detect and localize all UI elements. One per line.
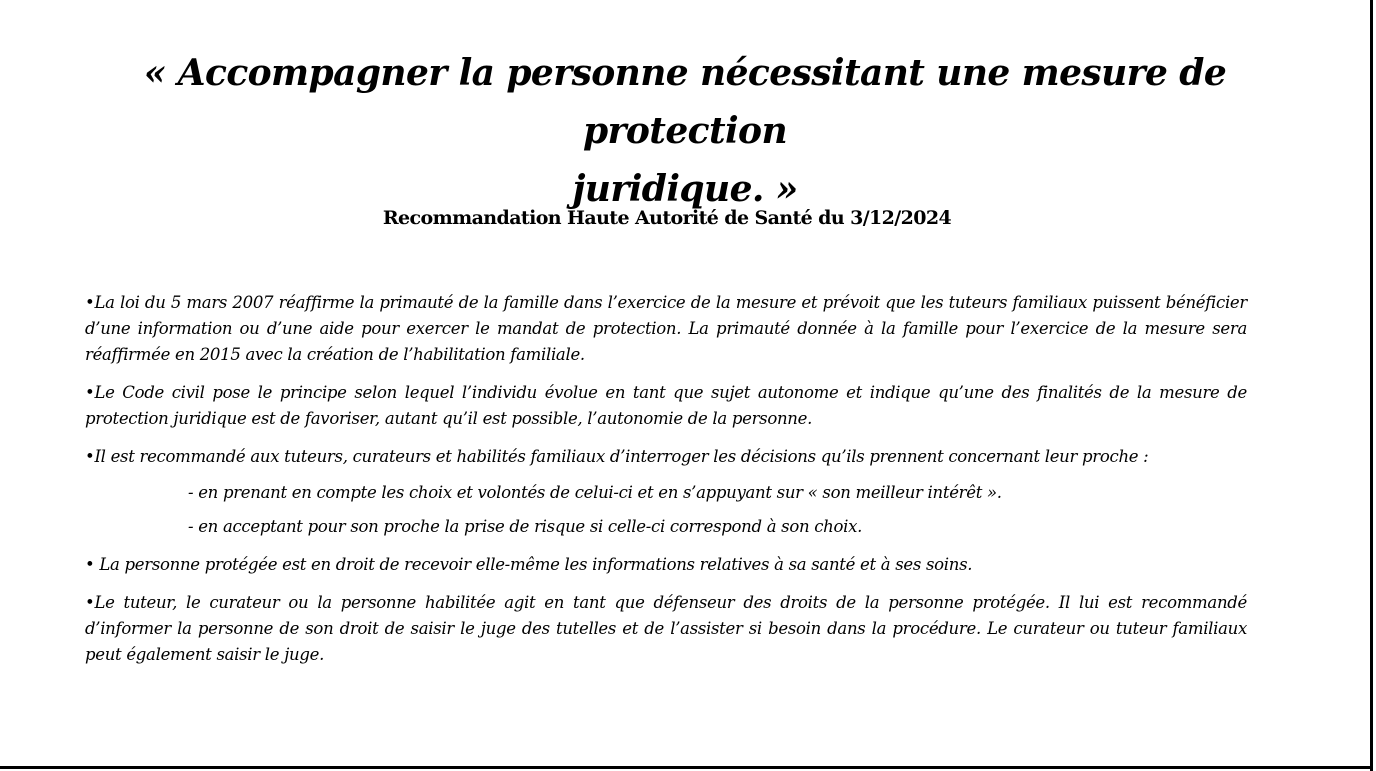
paragraph-loi-2007 [85, 290, 1247, 368]
paragraph-text: La personne protégée est en droit de recevoir elle-même les informations relatives à sa santé et à ses soins. [94, 555, 973, 574]
bullet-icon: • [85, 555, 95, 574]
bullet-icon: • [85, 383, 95, 402]
page-shadow-right [1370, 0, 1373, 771]
paragraph-text: Le Code civil pose le principe selon lequel l’individu évolue en tant que sujet autonome et indique qu’une des finalités de la mesure de protection juridique est de favoriser, autant qu’il est possible, l’autonomie de la personne. [85, 383, 1247, 428]
paragraph-text: La loi du 5 mars 2007 réaffirme la primauté de la famille dans l’exercice de la mesure et prévoit que les tuteurs familiaux puissent bénéficier d’une information ou d’une aide pour exercer le mandat de protection. La primauté donnée à la famille pour l’exercice de la mesure sera réaffirmée en 2015 avec la création de l’habilitation familiale. [85, 293, 1247, 364]
page-title [60, 44, 1310, 218]
page-shadow-bottom [0, 766, 1373, 769]
bullet-icon: • [85, 293, 95, 312]
bullet-icon: • [85, 447, 95, 466]
sub-item-risque: - en acceptant pour son proche la prise de risque si celle-ci correspond à son choix. [188, 517, 863, 536]
paragraph-text: Le tuteur, le curateur ou la personne habilitée agit en tant que défenseur des droits de la personne protégée. Il lui est recommandé d’informer la personne de son droit de saisir le juge des tutelles et de l’assister si besoin dans la procédure. Le curateur ou tuteur familiaux peut également saisir le juge. [85, 593, 1247, 664]
bullet-icon: • [85, 593, 95, 612]
title-line-1: « Accompagner la personne nécessitant une mesure de protection [143, 52, 1227, 152]
page-subtitle: Recommandation Haute Autorité de Santé du 3/12/2024 [382, 207, 952, 229]
document-body [85, 290, 1247, 680]
paragraph-defenseur-droits [85, 590, 1247, 668]
sub-item-choix: - en prenant en compte les choix et volontés de celui-ci et en s’appuyant sur « son meilleur intérêt ». [188, 483, 1002, 502]
paragraph-text: Il est recommandé aux tuteurs, curateurs et habilités familiaux d’interroger les décisions qu’ils prennent concernant leur proche : [94, 447, 1149, 466]
paragraph-code-civil [85, 380, 1247, 432]
paragraph-information-sante [85, 552, 1247, 578]
paragraph-recommandation [85, 444, 1247, 470]
title-line-2: juridique. » [572, 168, 798, 210]
